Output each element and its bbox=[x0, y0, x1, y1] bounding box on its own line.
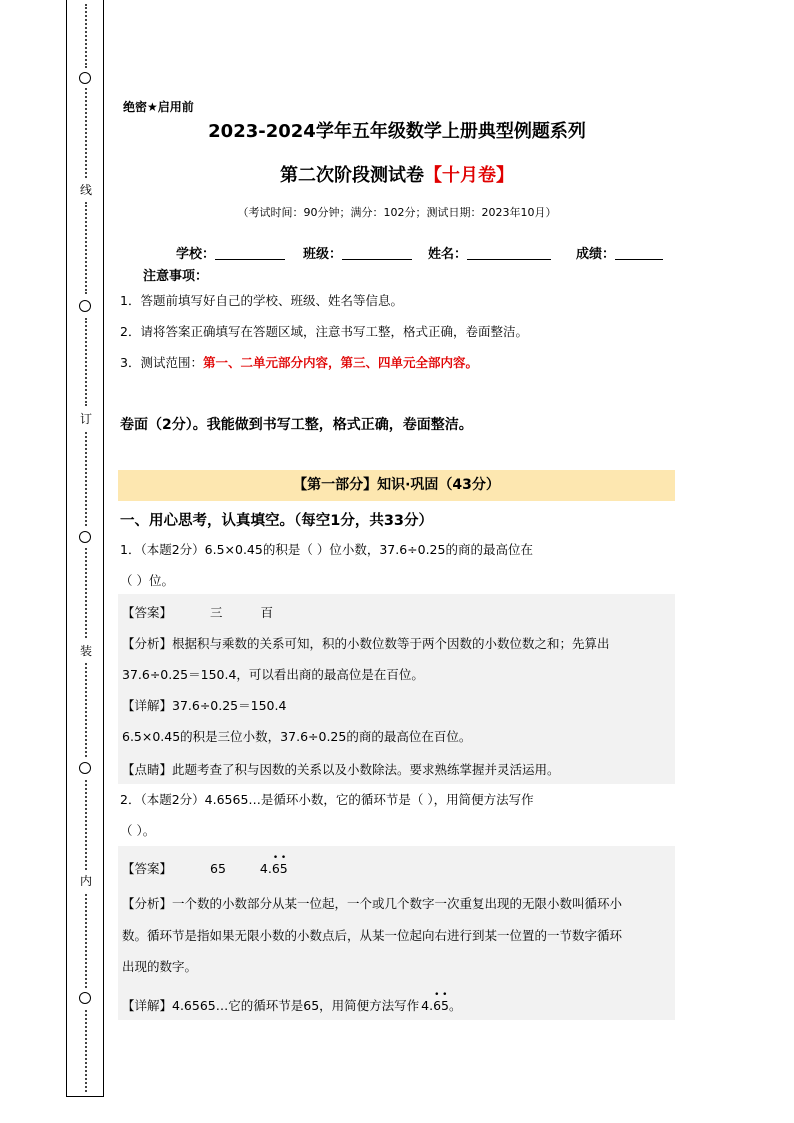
question-2-line-2: （ ）。 bbox=[120, 823, 156, 838]
binding-char-nei: 内 bbox=[77, 874, 95, 888]
recurring-dot: • bbox=[442, 990, 448, 1000]
dotted-line bbox=[85, 548, 87, 638]
binding-hole bbox=[79, 531, 91, 543]
q2-answer-row bbox=[122, 853, 288, 877]
binding-hole bbox=[79, 300, 91, 312]
name-blank[interactable] bbox=[467, 245, 551, 260]
q1-answer-1: 三 bbox=[210, 605, 223, 620]
q1-detail-2: 6.5×0.45的积是三位小数，37.6÷0.25的商的最高位在百位。 bbox=[122, 729, 472, 744]
dotted-line bbox=[85, 432, 87, 526]
dotted-line bbox=[85, 318, 87, 406]
recurring-dot: • bbox=[434, 990, 440, 1000]
binding-hole bbox=[79, 762, 91, 774]
q2-recurring-decimal bbox=[259, 853, 288, 876]
confidential-label: 绝密★启用前 bbox=[123, 100, 194, 114]
q1-detail-1: 【详解】37.6÷0.25＝150.4 bbox=[122, 698, 287, 713]
score-label: 成绩： bbox=[576, 247, 616, 262]
recurring-dot: • bbox=[272, 853, 279, 863]
recurring-dot: • bbox=[280, 853, 287, 863]
q2-detail bbox=[122, 990, 462, 1014]
dotted-line bbox=[85, 1010, 87, 1092]
school-label: 学校： bbox=[176, 247, 216, 262]
question-1-line-2: （ ）位。 bbox=[120, 573, 174, 588]
notice-title: 注意事项： bbox=[143, 269, 209, 284]
dotted-line bbox=[85, 4, 87, 68]
school-blank[interactable] bbox=[215, 245, 285, 260]
binding-char-xian: 线 bbox=[77, 183, 95, 197]
name-field bbox=[428, 243, 551, 262]
question-1-line-1: 1．（本题2分）6.5×0.45的积是（ ）位小数，37.6÷0.25的商的最高位在 bbox=[120, 542, 533, 557]
question-2-line-1: 2．（本题2分）4.6565…是循环小数，它的循环节是（ ），用简便方法写作 bbox=[120, 792, 534, 807]
page-title: 2023-2024学年五年级数学上册典型例题系列 bbox=[208, 121, 586, 142]
neatness-statement: 卷面（2分）。我能做到书写工整，格式正确，卷面整洁。 bbox=[120, 417, 473, 433]
notice-item-3-scope: 第一、二单元部分内容，第三、四单元全部内容。 bbox=[202, 355, 478, 370]
q1-answer-label: 【答案】 bbox=[122, 605, 173, 620]
school-field bbox=[176, 243, 285, 262]
q1-answer-2: 百 bbox=[260, 605, 274, 620]
section-1-heading: 一、用心思考，认真填空。（每空1分，共33分） bbox=[120, 513, 434, 529]
q2-answer-1: 65 bbox=[210, 861, 226, 876]
q1-answer-row bbox=[122, 603, 273, 621]
binding-char-ding: 订 bbox=[77, 412, 95, 426]
class-label: 班级： bbox=[303, 247, 343, 262]
dotted-line bbox=[85, 894, 87, 988]
binding-hole bbox=[79, 992, 91, 1004]
q1-analysis-1: 【分析】根据积与乘数的关系可知，积的小数位数等于两个因数的小数位数之和；先算出 bbox=[122, 636, 610, 651]
dotted-line bbox=[85, 780, 87, 870]
q2-detail-recurring bbox=[421, 990, 449, 1013]
page-subtitle bbox=[0, 161, 794, 187]
question-1-answer-block bbox=[118, 594, 675, 784]
q1-comment: 【点睛】此题考查了积与因数的关系以及小数除法。要求熟练掌握并灵活运用。 bbox=[122, 762, 560, 777]
q1-analysis-2: 37.6÷0.25＝150.4，可以看出商的最高位是在百位。 bbox=[122, 667, 424, 682]
notice-item-1: 1．答题前填写好自己的学校、班级、姓名等信息。 bbox=[120, 293, 403, 308]
subtitle-main: 第二次阶段测试卷 bbox=[280, 165, 424, 186]
score-blank[interactable] bbox=[615, 245, 663, 260]
subtitle-accent: 【十月卷】 bbox=[424, 165, 514, 186]
q2-analysis-3: 出现的数字。 bbox=[122, 959, 198, 974]
q2-detail-end: 。 bbox=[449, 998, 462, 1013]
q2-recurring-value: 4.65 bbox=[259, 861, 288, 876]
binding-hole bbox=[79, 72, 91, 84]
name-label: 姓名： bbox=[428, 247, 468, 262]
question-2-answer-block bbox=[118, 846, 675, 1020]
q2-detail-text: 【详解】4.6565…它的循环节是65，用简便方法写作 bbox=[122, 998, 420, 1013]
exam-meta: （考试时间：90分钟；满分：102分；测试日期：2023年10月） bbox=[237, 206, 557, 219]
class-blank[interactable] bbox=[342, 245, 412, 260]
q2-analysis-2: 数。循环节是指如果无限小数的小数点后，从某一位起向右进行到某一位置的一节数字循环 bbox=[122, 928, 623, 943]
q2-analysis-1: 【分析】一个数的小数部分从某一位起，一个或几个数字一次重复出现的无限小数叫循环小 bbox=[122, 896, 623, 911]
notice-item-3-prefix: 3．测试范围： bbox=[120, 355, 203, 370]
score-field bbox=[576, 243, 663, 262]
binding-char-zhuang: 装 bbox=[77, 644, 95, 658]
notice-item-3 bbox=[120, 353, 478, 371]
part-1-banner: 【第一部分】知识·巩固（43分） bbox=[118, 470, 675, 501]
q2-answer-label: 【答案】 bbox=[122, 861, 173, 876]
class-field bbox=[303, 243, 412, 262]
dotted-line bbox=[85, 663, 87, 757]
notice-item-2: 2．请将答案正确填写在答题区域，注意书写工整，格式正确，卷面整洁。 bbox=[120, 324, 528, 339]
q2-detail-recurring-value: 4.65 bbox=[421, 998, 449, 1013]
